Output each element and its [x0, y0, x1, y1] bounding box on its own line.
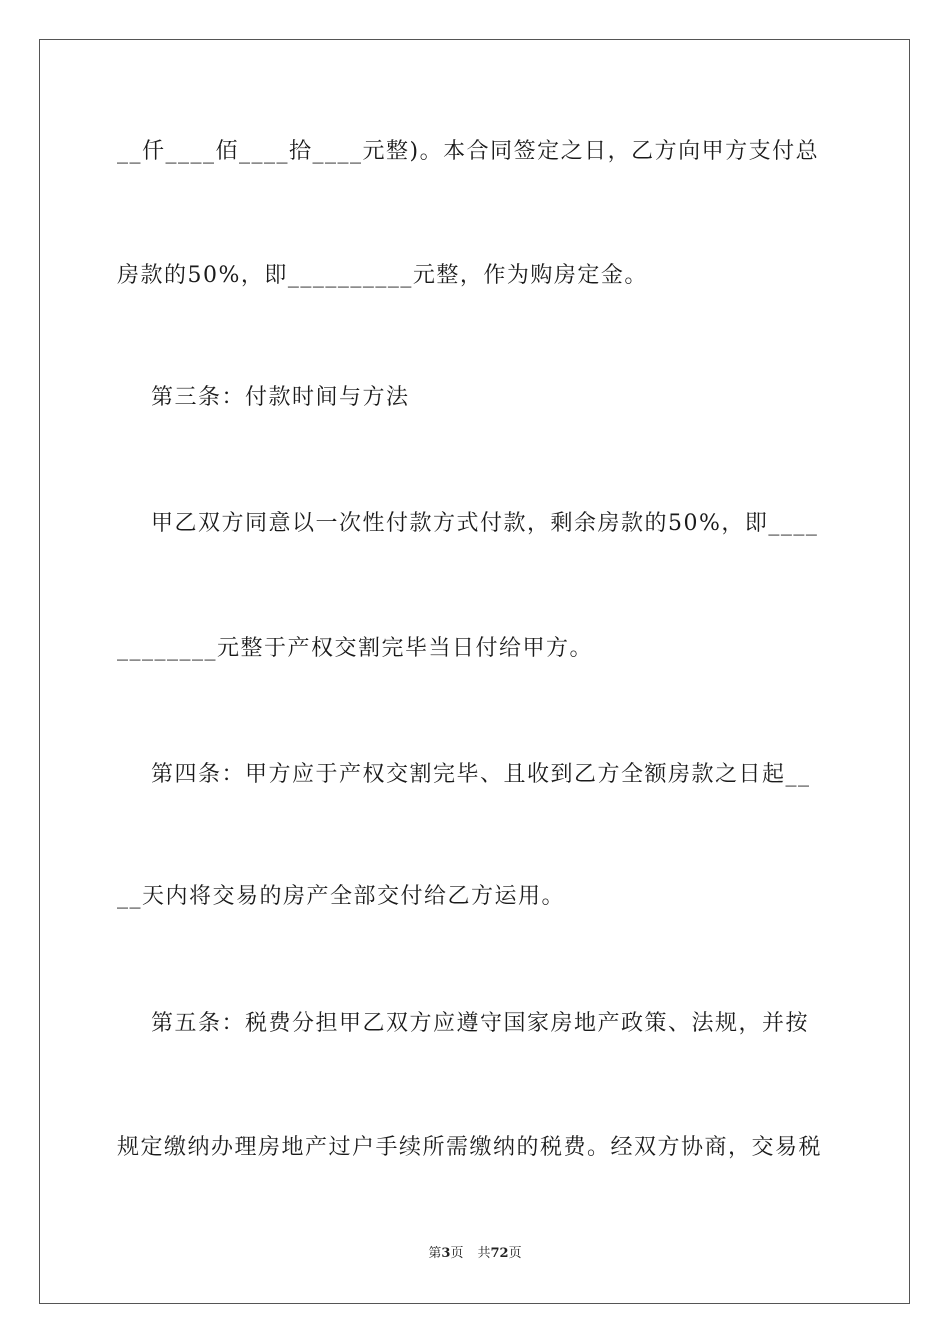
article-5-line-2: 规定缴纳办理房地产过户手续所需缴纳的税费。经双方协商，交易税 [117, 1135, 823, 1160]
body-line-4: 甲乙双方同意以一次性付款方式付款，剩余房款的50%，即____ [117, 511, 819, 536]
total-prefix: 共 [477, 1246, 491, 1261]
body-line-2: 房款的50%，即__________元整，作为购房定金。 [117, 263, 648, 288]
page-footer [0, 1245, 950, 1263]
article-4-line-1: 第四条：甲方应于产权交割完毕、且收到乙方全额房款之日起__ [117, 762, 811, 787]
article-5-line-1: 第五条：税费分担甲乙双方应遵守国家房地产政策、法规，并按 [117, 1011, 809, 1036]
page-number: 3 [441, 1246, 451, 1261]
article-4-line-2: __天内将交易的房产全部交付给乙方运用。 [117, 884, 566, 909]
body-line-5: ________元整于产权交割完毕当日付给甲方。 [117, 636, 594, 661]
page-border [39, 39, 910, 1304]
total-pages: 72 [490, 1246, 509, 1261]
article-3-heading: 第三条：付款时间与方法 [117, 385, 410, 410]
total-suffix: 页 [508, 1246, 522, 1261]
page-prefix: 第 [428, 1246, 442, 1261]
body-line-1: __仟____佰____拾____元整)。本合同签定之日，乙方向甲方支付总 [117, 139, 820, 164]
page-suffix: 页 [450, 1246, 464, 1261]
